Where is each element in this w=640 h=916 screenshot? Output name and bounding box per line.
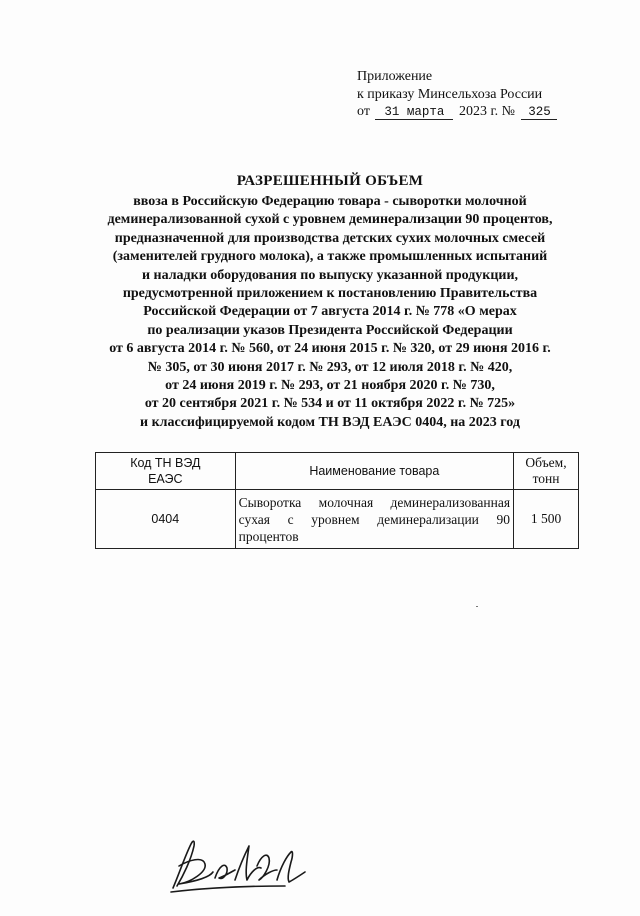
subject-line: (заменителей грудного молока), а также промышленных испытаний: [112, 249, 548, 265]
appendix-header: [357, 68, 557, 121]
subject-line: от 24 июня 2019 г. № 293, от 21 ноября 2020 г. № 730,: [165, 378, 495, 394]
document-subject: [60, 193, 600, 432]
header-volume-line1: Объем,: [525, 455, 567, 470]
cell-volume: 1 500: [514, 490, 579, 549]
order-date-field: 31 марта: [375, 106, 453, 120]
subject-line: от 20 сентября 2021 г. № 534 и от 11 октября 2022 г. № 725»: [144, 396, 516, 412]
table-header-row: [96, 453, 579, 490]
subject-line: от 6 августа 2014 г. № 560, от 24 июня 2015 г. № 320, от 29 июня 2016 г.: [109, 341, 551, 357]
year-number-label: 2023 г. №: [458, 104, 515, 119]
subject-line: по реализации указов Президента Российской Федерации: [147, 322, 513, 338]
appendix-date-line: [357, 103, 557, 121]
header-code-line2: ЕАЭС: [148, 472, 183, 486]
subject-line: деминерализованной сухой с уровнем деминерализации 90 процентов,: [107, 212, 553, 228]
appendix-order-ref: к приказу Минсельхоза России: [357, 86, 543, 102]
subject-line: Российской Федерации от 7 августа 2014 г. № 778 «О мерах: [143, 304, 517, 320]
header-volume: [514, 453, 579, 490]
subject-line: и классифицируемой кодом ТН ВЭД ЕАЭС 0404, на 2023 год: [140, 414, 520, 430]
header-code: [96, 453, 236, 490]
from-label: от: [357, 104, 370, 119]
subject-line: предусмотренной приложением к постановлению Правительства: [122, 286, 538, 302]
subject-line: № 305, от 30 июня 2017 г. № 293, от 12 июля 2018 г. № 420,: [147, 359, 513, 375]
subject-line: ввоза в Российскую Федерацию товара - сыворотки молочной: [133, 194, 527, 209]
handwritten-signature: [165, 826, 315, 896]
order-number-field: 325: [521, 106, 557, 120]
goods-table: [95, 452, 579, 549]
cell-name: Сыворотка молочная деминерализованная сухая с уровнем деминерализации 90 процентов: [235, 490, 513, 549]
header-code-line1: Код ТН ВЭД: [130, 456, 201, 470]
appendix-label: Приложение: [357, 69, 433, 84]
header-volume-line2: тонн: [532, 471, 560, 486]
scan-speck: [476, 606, 478, 607]
header-name: Наименование товара: [235, 453, 513, 490]
subject-line: предназначенной для производства детских сухих молочных смесей: [114, 230, 546, 246]
subject-line: и наладки оборудования по выпуску указанной продукции,: [141, 267, 519, 283]
cell-code: 0404: [96, 490, 236, 549]
table-row: [96, 490, 579, 549]
document-title: РАЗРЕШЕННЫЙ ОБЪЕМ: [236, 173, 424, 189]
